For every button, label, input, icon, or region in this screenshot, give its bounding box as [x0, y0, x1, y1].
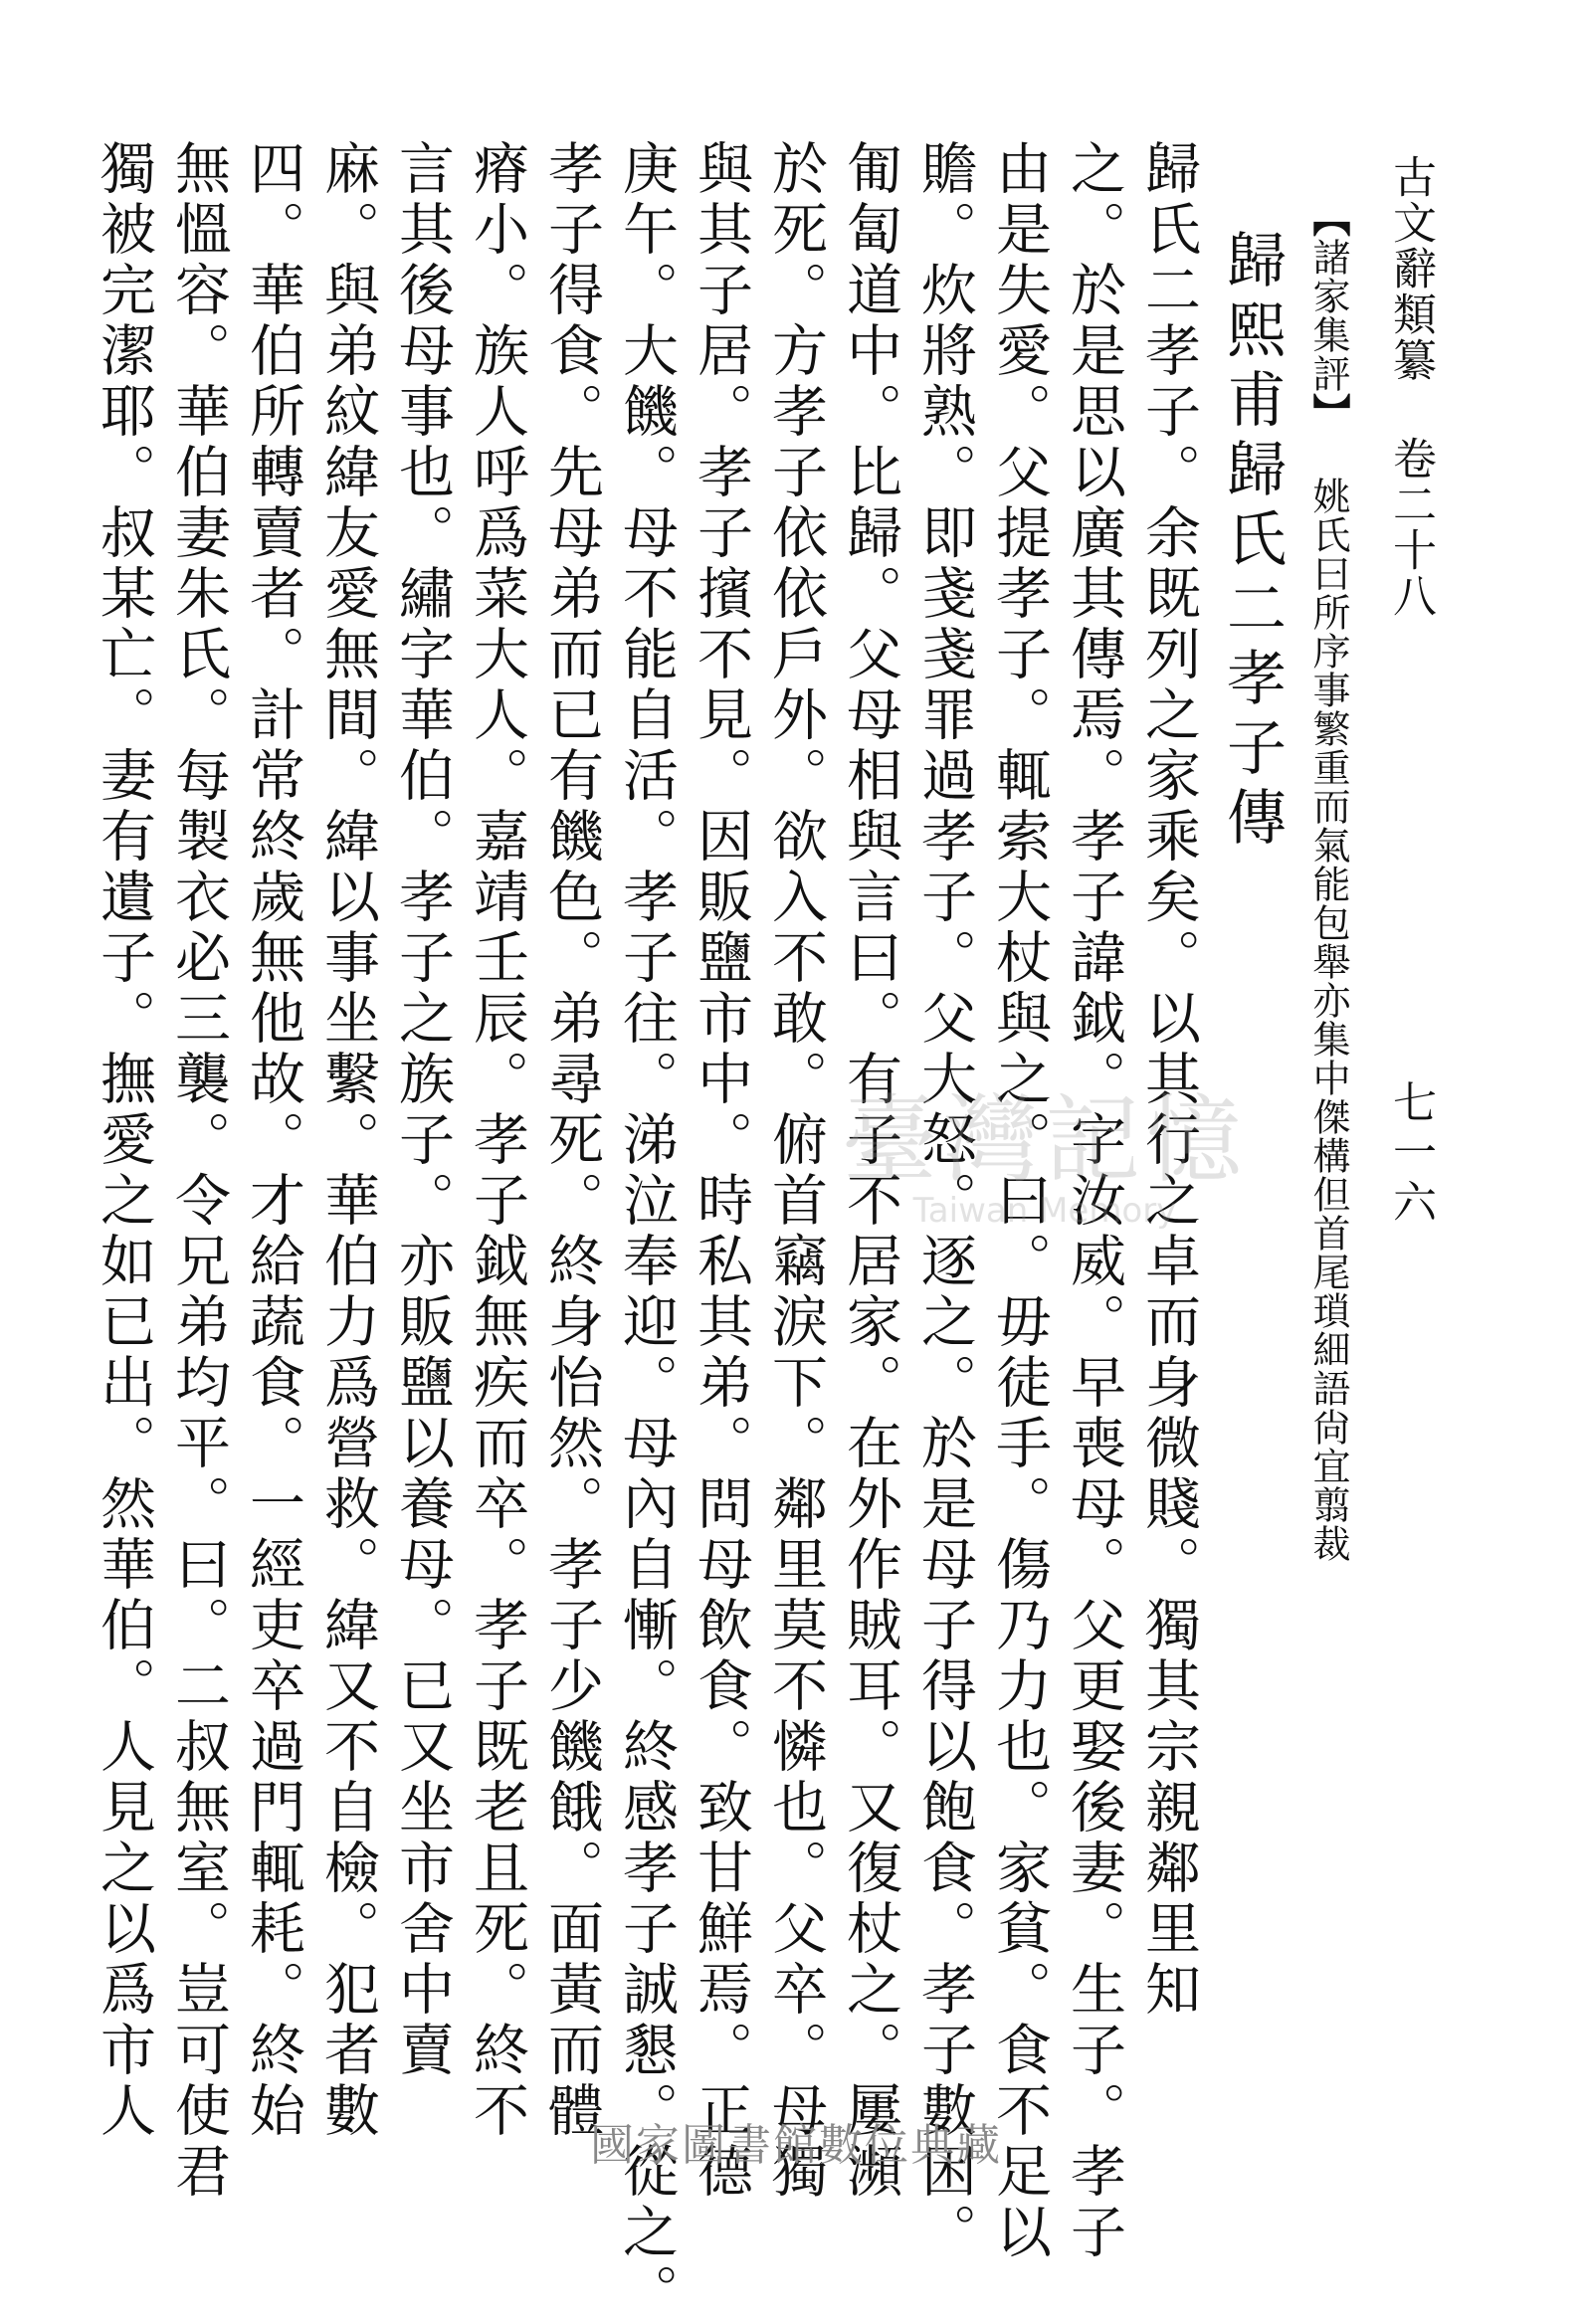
page-number: 七一六	[1385, 1079, 1436, 1229]
commentary-bracket-close: 】	[1306, 393, 1351, 432]
text-column: 由是失愛。父提孝子。輒索大杖與之。曰。毋徒手。傷乃力也。家貧。食不足以	[987, 139, 1052, 2263]
watermark-chinese: 臺灣記憶	[842, 1084, 1248, 1196]
text-column: 匍匐道中。比歸。父母相與言曰。有子不居家。在外作賊耳。又復杖之。屢瀕	[838, 139, 902, 2203]
text-column: 與其子居。孝子擯不見。因販鹽市中。時私其弟。問母飲食。致甘鮮焉。正德	[689, 139, 753, 2203]
text-column: 無慍容。華伯妻朱氏。每製衣必三襲。令兄弟均平。曰。二叔無室。豈可使君	[166, 139, 231, 2203]
library-footer: 國家圖書館數位典藏	[590, 2120, 1002, 2171]
text-column: 之。於是思以廣其傳焉。孝子諱鉞。字汝威。早喪母。父更娶後妻。生子。孝子	[1062, 139, 1126, 2263]
article-title: 歸熙甫歸氏二孝子傳	[1217, 229, 1287, 856]
text-column: 獨被完潔耶。叔某亡。妻有遺子。撫愛之如已出。然華伯。人見之以爲市人	[92, 139, 156, 2142]
text-column: 麻。與弟紋緯友愛無間。緯以事坐繫。華伯力爲營救。緯又不自檢。犯者數	[315, 139, 380, 2142]
text-column: 孝子得食。先母弟而已有饑色。弟尋死。終身怡然。孝子少饑餓。面黃而體	[539, 139, 604, 2142]
watermark-english: Taiwan Memory	[912, 1191, 1177, 1231]
commentary	[1306, 199, 1351, 1563]
commentary-bracket-open: 【	[1306, 199, 1351, 238]
text-column: 庚午。大饑。母不能自活。孝子往。涕泣奉迎。母內自慚。終感孝子誠懇。從之。	[614, 139, 679, 2324]
commentary-label: 諸家集評	[1306, 238, 1350, 393]
book-title-header: 古文辭類纂 卷二十八	[1385, 154, 1436, 619]
text-column: 贍。炊將熟。即戔戔罪過孝子。父大怒。逐之。於是母子得以飽食。孝子數困。	[912, 139, 977, 2263]
text-column: 於死。方孝子依依戶外。欲入不敢。俯首竊淚下。鄰里莫不憐也。父卒。母獨	[763, 139, 828, 2203]
text-column: 歸氏二孝子。余既列之家乘矣。以其行之卓而身微賤。獨其宗親鄰里知	[1136, 139, 1201, 2021]
text-column: 言其後母事也。繡字華伯。孝子之族子。亦販鹽以養母。已又坐市舍中賣	[390, 139, 455, 2081]
text-column: 四。華伯所轉賣者。計常終歲無他故。才給蔬食。一經吏卒過門輒耗。終始	[241, 139, 305, 2142]
text-column: 瘠小。族人呼爲菜大人。嘉靖壬辰。孝子鉞無疾而卒。孝子既老且死。終不	[465, 139, 529, 2142]
commentary-text: 姚氏曰所序事繁重而氣能包舉亦集中傑構但首尾瑣細語尙宜翦裁	[1306, 477, 1350, 1563]
